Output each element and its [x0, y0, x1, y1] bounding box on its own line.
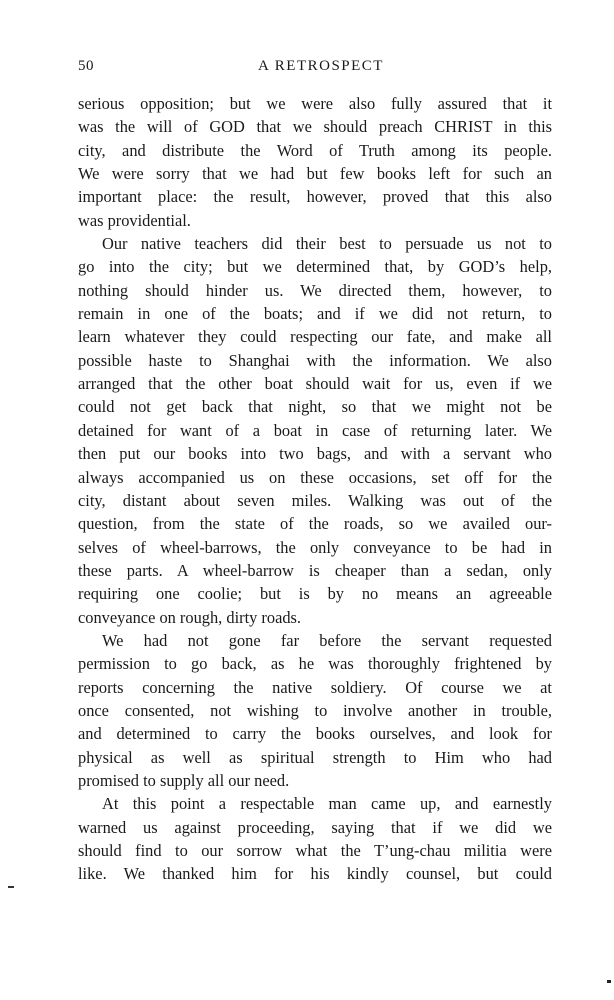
text-line: was the will of GOD that we should preach CHRIST in this — [78, 117, 552, 137]
text-line: question, from the state of the roads, so we availed our- — [78, 514, 552, 534]
text-line: selves of wheel-barrows, the only conveyance to be had in — [78, 537, 552, 557]
text-line: We had not gone far before the servant requested — [102, 630, 552, 650]
page-header — [78, 58, 552, 80]
text-line: promised to supply all our need. — [78, 770, 290, 790]
text-line: detained for want of a boat in case of returning later. We — [78, 420, 552, 440]
text-line: requiring one coolie; but is by no means an agreeable — [78, 584, 552, 604]
paragraph — [78, 629, 552, 792]
text-line: physical as well as spiritual strength to Him who had — [78, 747, 552, 767]
text-line: remain in one of the boats; and if we did not return, to — [78, 304, 552, 324]
text-line: warned us against proceeding, saying that if we did we — [78, 817, 552, 837]
paragraph — [78, 232, 552, 629]
text-line: these parts. A wheel-barrow is cheaper than a sedan, only — [78, 560, 552, 580]
text-line: was providential. — [78, 210, 191, 230]
text-line: permission to go back, as he was thoroughly frightened by — [78, 654, 552, 674]
text-line: could not get back that night, so that we might not be — [78, 397, 552, 417]
paragraph — [78, 92, 552, 232]
text-line: important place: the result, however, proved that this also — [78, 187, 552, 207]
text-line: conveyance on rough, dirty roads. — [78, 607, 302, 627]
running-head: A RETROSPECT — [258, 58, 384, 74]
text-line: like. We thanked him for his kindly counsel, but could — [78, 864, 552, 884]
text-line: learn whatever they could respecting our fate, and make all — [78, 327, 552, 347]
text-line: serious opposition; but we were also fully assured that it — [78, 94, 552, 113]
page-number: 50 — [78, 58, 94, 74]
body-text — [78, 92, 552, 886]
text-line: We were sorry that we had but few books left for such an — [78, 164, 552, 184]
text-line: reports concerning the native soldiery. Of course we at — [78, 677, 552, 697]
text-line: city, and distribute the Word of Truth among its people. — [78, 140, 552, 160]
text-line: and determined to carry the books ourselves, and look for — [78, 724, 552, 744]
text-line: Our native teachers did their best to persuade us not to — [102, 234, 552, 254]
text-line: then put our books into two bags, and with a servant who — [78, 444, 552, 464]
text-line: should find to our sorrow what the T’ung-chau militia were — [78, 841, 552, 860]
text-line: always accompanied us on these occasions, set off for the — [78, 467, 552, 487]
paragraph — [78, 792, 552, 885]
text-line: once consented, not wishing to involve another in trouble, — [78, 700, 552, 720]
text-line: nothing should hinder us. We directed them, however, to — [78, 280, 552, 300]
scan-mark — [607, 980, 611, 983]
text-line: At this point a respectable man came up, and earnestly — [102, 794, 552, 814]
text-line: city, distant about seven miles. Walking was out of the — [78, 490, 552, 510]
text-line: possible haste to Shanghai with the information. We also — [78, 350, 552, 370]
scan-mark — [8, 886, 14, 888]
text-line: arranged that the other boat should wait for us, even if we — [78, 374, 552, 394]
text-line: go into the city; but we determined that, by GOD’s help, — [78, 257, 552, 277]
